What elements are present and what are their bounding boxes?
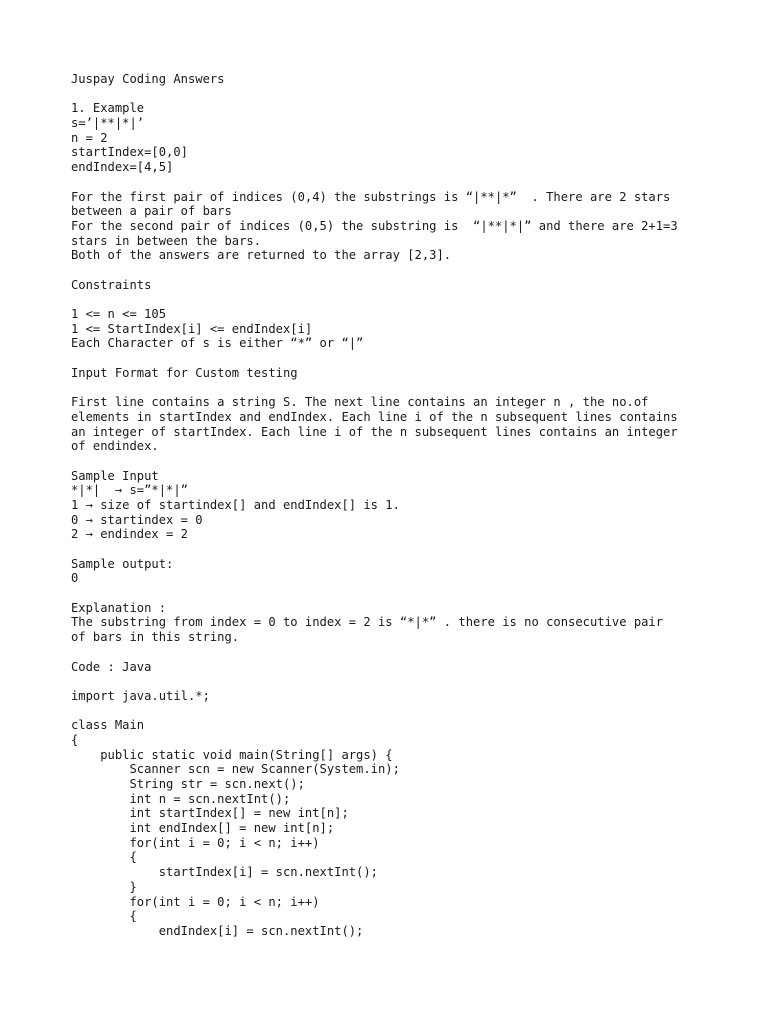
- blank-line: [71, 263, 711, 278]
- code-line: }: [71, 879, 137, 894]
- example-start-index: startIndex=[0,0]: [71, 145, 188, 160]
- blank-line: [71, 586, 711, 601]
- code-line: {: [71, 850, 137, 865]
- input-format-line: elements in startIndex and endIndex. Each line i of the n subsequent lines contains: [71, 409, 678, 424]
- blank-line: [71, 380, 711, 395]
- code-line: int startIndex[] = new int[n];: [71, 806, 349, 821]
- blank-line: [71, 175, 711, 190]
- code-line: int n = scn.nextInt();: [71, 791, 291, 806]
- blank-line: [71, 351, 711, 366]
- sample-output-heading: Sample output:: [71, 556, 174, 571]
- explanation-text: of bars in this string.: [71, 630, 240, 645]
- sample-input-line: 0 → startindex = 0: [71, 512, 203, 527]
- constraint-line: 1 <= n <= 105: [71, 307, 167, 321]
- sample-input-line: 2 → endindex = 2: [71, 527, 188, 542]
- blank-line: [71, 704, 711, 719]
- example-s: s=’|**|*|’: [71, 116, 145, 131]
- document-page: [71, 72, 711, 939]
- code-line: Scanner scn = new Scanner(System.in);: [71, 762, 400, 777]
- code-heading: Code : Java: [71, 659, 152, 674]
- blank-line: [71, 454, 711, 469]
- sample-output-value: 0: [71, 571, 79, 586]
- code-line: public static void main(String[] args) {: [71, 747, 393, 762]
- example-n: n = 2: [71, 130, 108, 145]
- code-line: {: [71, 909, 137, 924]
- sample-input-heading: Sample Input: [71, 468, 159, 483]
- blank-line: [71, 292, 711, 307]
- blank-line: [71, 645, 711, 660]
- example-heading: 1. Example: [71, 101, 145, 116]
- explanation-line: Both of the answers are returned to the array [2,3].: [71, 248, 452, 263]
- code-line: {: [71, 732, 79, 747]
- input-format-heading: Input Format for Custom testing: [71, 365, 298, 380]
- code-line: endIndex[i] = scn.nextInt();: [71, 923, 364, 938]
- code-line: class Main: [71, 718, 145, 733]
- input-format-line: an integer of startIndex. Each line i of the n subsequent lines contains an integer: [71, 424, 678, 439]
- blank-line: [71, 674, 711, 689]
- input-format-line: of endindex.: [71, 439, 159, 454]
- constraint-line: Each Character of s is either “*” or “|”: [71, 336, 364, 351]
- explanation-heading: Explanation :: [71, 600, 167, 615]
- explanation-text: The substring from index = 0 to index = 2 is “*|*” . there is no consecutive pair: [71, 615, 664, 630]
- explanation-line: For the second pair of indices (0,5) the substring is “|**|*|” and there are 2+1=3: [71, 218, 678, 233]
- code-line: for(int i = 0; i < n; i++): [71, 894, 320, 909]
- constraints-heading: Constraints: [71, 277, 152, 292]
- blank-line: [71, 87, 711, 102]
- constraint-line: 1 <= StartIndex[i] <= endIndex[i]: [71, 321, 313, 336]
- sample-input-line: *|*| → s=”*|*|”: [71, 483, 188, 498]
- explanation-line: stars in between the bars.: [71, 233, 262, 248]
- code-line: int endIndex[] = new int[n];: [71, 821, 335, 836]
- example-end-index: endIndex=[4,5]: [71, 160, 174, 175]
- code-line: for(int i = 0; i < n; i++): [71, 835, 320, 850]
- explanation-line: between a pair of bars: [71, 204, 232, 219]
- code-line: import java.util.*;: [71, 688, 210, 703]
- explanation-line: For the first pair of indices (0,4) the substrings is “|**|*” . There are 2 stars: [71, 189, 671, 204]
- document-title: Juspay Coding Answers: [71, 72, 225, 86]
- input-format-line: First line contains a string S. The next line contains an integer n , the no.of: [71, 395, 649, 410]
- code-line: String str = scn.next();: [71, 777, 305, 791]
- sample-input-line: 1 → size of startindex[] and endIndex[] is 1.: [71, 497, 400, 512]
- code-line: startIndex[i] = scn.nextInt();: [71, 865, 378, 880]
- blank-line: [71, 542, 711, 557]
